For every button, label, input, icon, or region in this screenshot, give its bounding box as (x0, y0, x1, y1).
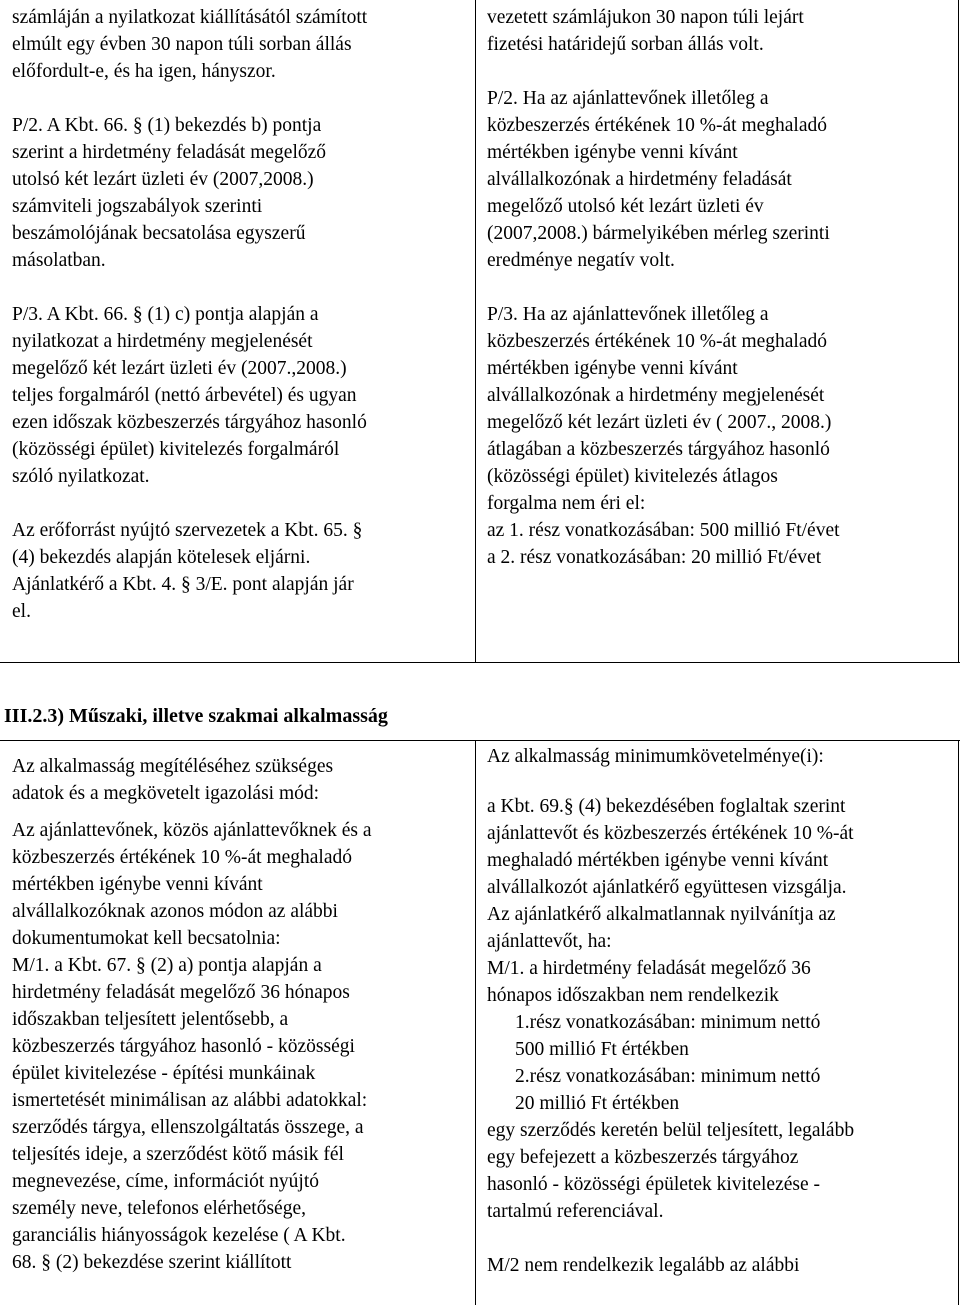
text-line: előfordult-e, és ha igen, hányszor. (12, 61, 276, 82)
m1-part-thresholds (487, 1009, 949, 1117)
text-line: tartalmú referenciával. (487, 1201, 664, 1222)
top-table-center-divider (475, 0, 476, 662)
text-line: M/1. a Kbt. 67. § (2) a) pontja alapján a (12, 955, 322, 976)
section-title: III.2.3) Műszaki, illetve szakmai alkalmasság (4, 705, 388, 727)
text-line: teljesítés ideje, a szerződést kötő másik fél (12, 1144, 344, 1165)
text-line: megelőző utolsó két lezárt üzleti év (487, 196, 764, 217)
top-table-bottom-border (0, 662, 960, 663)
p3-requirement-paragraph (12, 301, 466, 490)
text-line: adatok és a megkövetelt igazolási mód: (12, 783, 320, 804)
text-line: 2.rész vonatkozásában: minimum nettó (515, 1066, 821, 1087)
text-line: Az ajánlatkérő alkalmatlannak nyilvánítja az (487, 904, 836, 925)
text-line: garanciális hiányosságok kezelése ( A Kbt. (12, 1225, 346, 1246)
text-line: 20 millió Ft értékben (515, 1093, 680, 1114)
text-line: közbeszerzés tárgyához hasonló - közösségi (12, 1036, 355, 1057)
text-line: egy szerződés keretén belül teljesített, legalább (487, 1120, 855, 1141)
text-line: hasonló - közösségi épületek kivitelezése - (487, 1174, 821, 1195)
text-line: másolatban. (12, 250, 106, 271)
text-line: mértékben igénybe venni kívánt (487, 358, 738, 379)
text-line: beszámolójának becsatolása egyszerű (12, 223, 306, 244)
m1-reference-requirement (487, 1117, 949, 1225)
text-line: közbeszerzés értékének 10 %-át meghaladó (12, 847, 352, 868)
text-line: megelőző két lezárt üzleti év ( 2007., 2008.) (487, 412, 832, 433)
top-left-cell (4, 4, 474, 625)
text-line: közbeszerzés értékének 10 %-át meghaladó (487, 115, 827, 136)
text-line: Az alkalmasság minimumkövetelménye(i): (487, 746, 824, 767)
text-line: alvállalkozót ajánlatkérő együttesen vizsgálja. (487, 877, 847, 898)
text-line: fizetési határidejű sorban állás volt. (487, 34, 764, 55)
text-line: személy neve, telefonos elérhetősége, (12, 1198, 306, 1219)
text-line: (4) bekezdés alapján kötelesek eljárni. (12, 547, 311, 568)
text-line: 500 millió Ft értékben (515, 1039, 689, 1060)
text-line: épület kivitelezése - építési munkáinak (12, 1063, 316, 1084)
text-line: (2007,2008.) bármelyikében mérleg szerinti (487, 223, 830, 244)
eroforras-paragraph (12, 517, 466, 625)
text-line: P/3. A Kbt. 66. § (1) c) pontja alapján a (12, 304, 319, 325)
text-line: ismertetését minimálisan az alábbi adatokkal: (12, 1090, 368, 1111)
text-line: számláján a nyilatkozat kiállításától számított (12, 7, 368, 28)
text-line: forgalma nem éri el: (487, 493, 646, 514)
text-line: elmúlt egy évben 30 napon túli sorban állás (12, 34, 352, 55)
text-line: Az ajánlattevőnek, közös ajánlattevőknek és a (12, 820, 372, 841)
text-line: szóló nyilatkozat. (12, 466, 150, 487)
p3-criterion (487, 301, 949, 571)
text-line: teljes forgalmáról (nettó árbevétel) és ugyan (12, 385, 357, 406)
text-line: alvállalkozóknak azonos módon az alábbi (12, 901, 338, 922)
text-line: ezen időszak közbeszerzés tárgyához hasonló (12, 412, 367, 433)
text-line: hirdetmény feladását megelőző 36 hónapos (12, 982, 350, 1003)
text-line: utolsó két lezárt üzleti év (2007,2008.) (12, 169, 314, 190)
text-line: az 1. rész vonatkozásában: 500 millió Ft/évet (487, 520, 840, 541)
text-line: számviteli jogszabályok szerinti (12, 196, 263, 217)
text-line: (közösségi épület) kivitelezés forgalmáról (12, 439, 340, 460)
minimum-requirements-heading (487, 743, 949, 770)
text-line: Ajánlatkérő a Kbt. 4. § 3/E. pont alapján jár (12, 574, 354, 595)
text-line: ajánlattevőt, ha: (487, 931, 612, 952)
text-line: szerint a hirdetmény feladását megelőző (12, 142, 327, 163)
text-line: alvállalkozónak a hirdetmény feladását (487, 169, 792, 190)
text-line: hónapos időszakban nem rendelkezik (487, 985, 779, 1006)
text-line: Az alkalmasság megítéléséhez szükséges (12, 756, 334, 777)
text-line: átlagában a közbeszerzés tárgyához hasonló (487, 439, 830, 460)
text-line: ajánlattevőt és közbeszerzés értékének 10 %-át (487, 823, 854, 844)
p2-criterion (487, 85, 949, 274)
text-line: M/1. a hirdetmény feladását megelőző 36 (487, 958, 811, 979)
text-line: a 2. rész vonatkozásában: 20 millió Ft/évet (487, 547, 822, 568)
p2-requirement-paragraph (12, 112, 466, 274)
text-line: eredménye negatív volt. (487, 250, 675, 271)
text-line: közbeszerzés értékének 10 %-át meghaladó (487, 331, 827, 352)
text-line: szerződés tárgya, ellenszolgáltatás összege, a (12, 1117, 364, 1138)
text-line: 1.rész vonatkozásában: minimum nettó (515, 1012, 821, 1033)
text-line: a Kbt. 69.§ (4) bekezdésében foglaltak szerint (487, 796, 846, 817)
igazolasi-mod-heading (12, 753, 466, 807)
text-line: P/2. A Kbt. 66. § (1) bekezdés b) pontja (12, 115, 322, 136)
bottom-right-cell (479, 743, 957, 1279)
text-line: mértékben igénybe venni kívánt (487, 142, 738, 163)
top-right-cell (479, 4, 957, 571)
text-line: Az erőforrást nyújtó szervezetek a Kbt. 65. § (12, 520, 363, 541)
top-table-right-border (958, 0, 959, 662)
bottom-table-center-divider (475, 740, 476, 1305)
text-line: (közösségi épület) kivitelezés átlagos (487, 466, 778, 487)
text-line: M/2 nem rendelkezik legalább az alábbi (487, 1255, 800, 1276)
m2-criterion (487, 1252, 949, 1279)
text-line: alvállalkozónak a hirdetmény megjelenését (487, 385, 825, 406)
bottom-table-right-border (958, 740, 959, 1305)
text-line: megelőző két lezárt üzleti év (2007.,2008.) (12, 358, 347, 379)
sorban-allas-criterion (487, 4, 949, 58)
text-line: el. (12, 601, 31, 622)
m1-criterion (487, 793, 949, 1009)
text-line: P/2. Ha az ajánlattevőnek illetőleg a (487, 88, 769, 109)
m1-documents-paragraph (12, 817, 466, 1276)
text-line: P/3. Ha az ajánlattevőnek illetőleg a (487, 304, 769, 325)
text-line: vezetett számlájukon 30 napon túli lejárt (487, 7, 804, 28)
text-line: időszakban teljesített jelentősebb, a (12, 1009, 289, 1030)
sorban-allas-paragraph (12, 4, 466, 85)
text-line: mértékben igénybe venni kívánt (12, 874, 263, 895)
text-line: megnevezése, címe, információt nyújtó (12, 1171, 320, 1192)
text-line: meghaladó mértékben igénybe venni kívánt (487, 850, 829, 871)
text-line: nyilatkozat a hirdetmény megjelenését (12, 331, 313, 352)
bottom-table-top-border (0, 740, 960, 741)
text-line: dokumentumokat kell becsatolnia: (12, 928, 281, 949)
text-line: 68. § (2) bekezdése szerint kiállított (12, 1252, 292, 1273)
bottom-left-cell (4, 753, 474, 1276)
text-line: egy befejezett a közbeszerzés tárgyához (487, 1147, 799, 1168)
